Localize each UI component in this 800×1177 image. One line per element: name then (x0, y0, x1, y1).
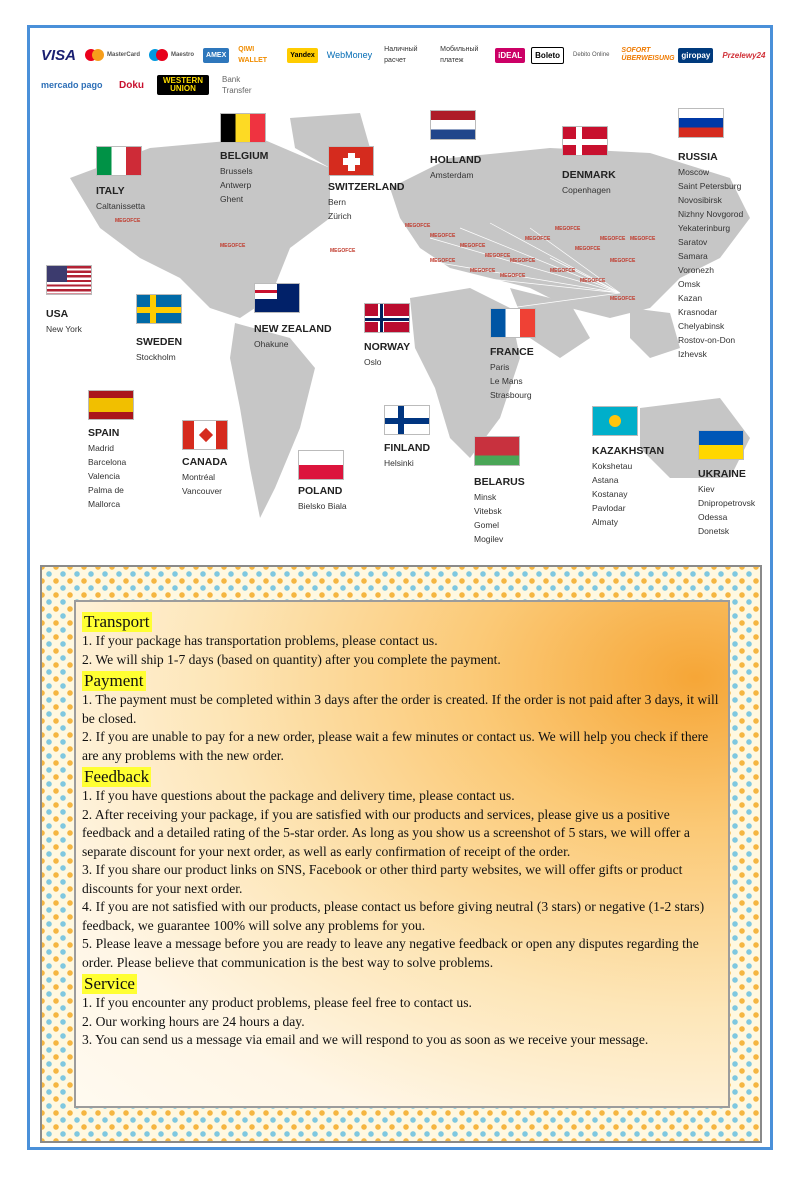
city-name: Ohakune (254, 339, 289, 349)
city-name: Copenhagen (562, 185, 611, 195)
section-title-service: Service (84, 974, 135, 993)
sofort-logo: SOFORT ÜBERWEISUNG (621, 47, 675, 62)
payment-logos-row-1 (38, 42, 768, 68)
norway-city-list (364, 355, 381, 369)
megofce-marker: MEGOFCE (405, 223, 431, 229)
city-name: Odessa (698, 512, 728, 522)
city-name: Omsk (678, 279, 701, 289)
newzealand-flag-icon (254, 283, 300, 313)
mercadopago-logo: mercado pago (41, 79, 103, 90)
city-name: Voronezh (678, 265, 714, 275)
section-title-payment: Payment (84, 671, 144, 690)
spain-country-label: SPAIN (88, 427, 120, 439)
belarus-city-list (474, 490, 503, 546)
policy-paragraph: 2. Our working hours are 24 hours a day. (82, 1013, 305, 1029)
ukraine-city-list (698, 482, 755, 538)
megofce-marker: MEGOFCE (630, 236, 656, 242)
city-name: Minsk (474, 492, 497, 502)
italy-country-label: ITALY (96, 185, 125, 197)
megofce-marker: MEGOFCE (525, 236, 551, 242)
city-name: Krasnodar (678, 307, 718, 317)
policy-paragraph: 1. The payment must be completed within 3 days after the order is created. If the order is not paid after 3 days, it will be closed. (82, 692, 719, 726)
world-map (30, 108, 770, 560)
belgium-flag-icon (220, 113, 266, 143)
poland-country-label: POLAND (298, 485, 343, 497)
denmark-country-label: DENMARK (562, 169, 616, 181)
italy-flag-icon (96, 146, 142, 176)
city-name: Saratov (678, 237, 708, 247)
city-name: Donetsk (698, 526, 730, 536)
city-name: Helsinki (384, 458, 414, 468)
city-name: Vancouver (182, 486, 223, 496)
holland-city-list (430, 168, 473, 182)
city-name: Kokshetau (592, 461, 633, 471)
city-name: Oslo (364, 357, 382, 367)
city-name: Amsterdam (430, 170, 474, 180)
city-name: Dnipropetrovsk (698, 498, 756, 508)
denmark-city-list (562, 183, 611, 197)
france-flag-icon (490, 308, 536, 338)
belarus-country-label: BELARUS (474, 476, 525, 488)
giropay-logo: giropay (678, 48, 713, 63)
policy-paragraph: 1. If your package has transportation problems, please contact us. (82, 633, 438, 648)
city-name: Chelyabinsk (678, 321, 725, 331)
holland-country-label: HOLLAND (430, 154, 482, 166)
megofce-marker: MEGOFCE (115, 218, 141, 224)
norway-country-label: NORWAY (364, 341, 411, 353)
finland-flag-icon (384, 405, 430, 435)
section-heading (82, 765, 722, 787)
megofce-marker: MEGOFCE (470, 268, 496, 274)
qiwi-logo: QIWI WALLET (238, 46, 268, 64)
belarus-flag-icon (474, 436, 520, 466)
city-name: Antwerp (220, 180, 252, 190)
megofce-marker: MEGOFCE (600, 236, 626, 242)
visa-logo: VISA (41, 46, 77, 64)
megofce-marker: MEGOFCE (430, 233, 456, 239)
city-name: Palma de (88, 485, 124, 495)
city-name: Paris (490, 362, 510, 372)
policy-paragraph: 1. If you encounter any product problems, please feel free to contact us. (82, 995, 472, 1010)
megofce-marker: MEGOFCE (580, 278, 606, 284)
city-name: Novosibirsk (678, 195, 722, 205)
city-name: Kiev (698, 484, 715, 494)
policy-paragraph: 2. If you are unable to pay for a new order, please wait a few minutes or contact us. We will help you check if there are any problems with the new order. (82, 729, 709, 763)
switzerland-flag-icon (328, 146, 374, 176)
city-name: Valencia (88, 471, 120, 481)
canada-flag-icon (182, 420, 228, 450)
kazakhstan-city-list (592, 459, 632, 529)
ukraine-flag-icon (698, 430, 744, 460)
cash-payment-logo: Наличный расчет (384, 46, 418, 64)
boleto-logo: Boleto (531, 47, 564, 64)
policy-panel (74, 600, 730, 1108)
holland-flag-icon (430, 110, 476, 140)
city-name: Vitebsk (474, 506, 502, 516)
amex-logo: AMEX (203, 48, 229, 63)
norway-flag-icon (364, 303, 410, 333)
policy-paragraph: 2. We will ship 1-7 days (based on quantity) after you complete the payment. (82, 651, 501, 667)
city-name: Caltanissetta (96, 201, 146, 211)
megofce-marker: MEGOFCE (430, 258, 456, 264)
city-name: Moscow (678, 167, 710, 177)
city-name: Astana (592, 475, 619, 485)
megofce-marker: MEGOFCE (485, 253, 511, 259)
western-union-logo: WESTERN UNION (157, 75, 209, 95)
megofce-marker: MEGOFCE (550, 268, 576, 274)
switzerland-country-label: SWITZERLAND (328, 181, 405, 193)
store-policy-board (40, 565, 762, 1143)
city-name: Mallorca (88, 499, 121, 509)
payment-logos-row-2 (38, 72, 269, 98)
megofce-marker: MEGOFCE (500, 273, 526, 279)
mobile-payment-logo: Мобильный платеж (440, 46, 479, 64)
policy-paragraph: 3. If you share our product links on SNS, Facebook or other third party websites, we will offer gifts or product discounts for your next order. (82, 862, 683, 896)
city-name: Bielsko Biala (298, 501, 347, 511)
city-name: Gomel (474, 520, 500, 530)
section-heading (82, 610, 722, 632)
megofce-marker: MEGOFCE (610, 296, 636, 302)
webmoney-logo: WebMoney (326, 49, 373, 60)
megofce-marker: MEGOFCE (555, 226, 581, 232)
russia-country-label: RUSSIA (678, 151, 718, 163)
city-name: Madrid (88, 443, 114, 453)
usa-country-label: USA (46, 308, 69, 320)
switzerland-city-list (328, 195, 352, 223)
megofce-marker: MEGOFCE (610, 258, 636, 264)
city-name: Kostanay (592, 489, 628, 499)
city-name: Barcelona (88, 457, 127, 467)
france-country-label: FRANCE (490, 346, 534, 358)
city-name: Yekaterinburg (678, 223, 731, 233)
city-name: Nizhny Novgorod (678, 209, 744, 219)
city-name: Montréal (182, 472, 216, 482)
poland-flag-icon (298, 450, 344, 480)
policy-paragraph: 2. After receiving your package, if you are satisfied with our products and services, please give us a positive feedback and a detailed rating of the 5-star order. As long as you show us a screenshot of 5 stars, we will offer a separate discount for your next order, as well as early confirmation of receipt of the order. (82, 806, 690, 859)
city-name: Stockholm (136, 352, 176, 362)
city-name: Zürich (328, 211, 352, 221)
denmark-flag-icon (562, 126, 608, 156)
usa-flag-icon (46, 265, 92, 295)
yandex-logo: Yandex (287, 48, 318, 63)
city-name: Samara (678, 251, 708, 261)
belgium-country-label: BELGIUM (220, 150, 269, 162)
przelewy24-logo: Przelewy24 (722, 50, 766, 60)
city-name: Bern (328, 197, 346, 207)
city-name: Saint Petersburg (678, 181, 742, 191)
finland-country-label: FINLAND (384, 442, 431, 454)
city-name: Le Mans (490, 376, 523, 386)
spain-flag-icon (88, 390, 134, 420)
poland-city-list (298, 499, 347, 513)
maestro-logo: Maestro (149, 48, 197, 63)
bank-transfer-logo: Bank Transfer (222, 75, 252, 95)
city-name: Pavlodar (592, 503, 626, 513)
russia-flag-icon (678, 108, 724, 138)
megofce-marker: MEGOFCE (575, 246, 601, 252)
city-name: Izhevsk (678, 349, 707, 359)
belgium-city-list (220, 164, 253, 206)
usa-city-list (46, 322, 82, 336)
city-name: New York (46, 324, 82, 334)
section-title-transport: Transport (84, 612, 150, 631)
ideal-logo: iDEAL (495, 48, 525, 63)
policy-paragraph: 3. You can send us a message via email and we will respond to you as soon as we receive your message. (82, 1032, 649, 1047)
section-heading (82, 669, 722, 691)
city-name: Almaty (592, 517, 618, 527)
kazakhstan-country-label: KAZAKHSTAN (592, 445, 665, 457)
city-name: Mogilev (474, 534, 504, 544)
france-city-list (490, 360, 532, 402)
megofce-marker: MEGOFCE (330, 248, 356, 254)
spain-city-list (88, 441, 126, 511)
city-name: Strasbourg (490, 390, 532, 400)
sweden-country-label: SWEDEN (136, 336, 183, 348)
page-frame (27, 25, 773, 1150)
italy-city-list (96, 199, 145, 213)
city-name: Kazan (678, 293, 703, 303)
city-name: Ghent (220, 194, 244, 204)
city-name: Rostov-on-Don (678, 335, 736, 345)
mastercard-logo: MasterCard (85, 48, 143, 63)
policy-paragraph: 1. If you have questions about the package and delivery time, please contact us. (82, 788, 515, 803)
sweden-flag-icon (136, 294, 182, 324)
section-title-feedback: Feedback (84, 767, 150, 786)
policy-paragraph: 5. Please leave a message before you are ready to leave any negative feedback or open any disputes regarding the order. Please believe that communication is the best way to solve problems. (82, 936, 699, 970)
kazakhstan-flag-icon (592, 406, 638, 436)
russia-city-list (678, 165, 743, 361)
finland-city-list (384, 456, 414, 470)
policy-paragraph: 4. If you are not satisfied with our products, please contact us before giving neutral (3 stars) or negative (1-2 stars) feedback, we guarantee 100% will solve any problems for you. (82, 899, 705, 933)
debito-online-logo: Debito Online (573, 51, 610, 58)
doku-logo: Doku (119, 79, 144, 91)
canada-country-label: CANADA (182, 456, 228, 468)
newzealand-country-label: NEW ZEALAND (254, 323, 332, 335)
section-heading (82, 972, 722, 994)
canada-city-list (182, 470, 222, 498)
city-name: Brussels (220, 166, 253, 176)
sweden-city-list (136, 350, 176, 364)
megofce-marker: MEGOFCE (510, 258, 536, 264)
ukraine-country-label: UKRAINE (698, 468, 746, 480)
newzealand-city-list (254, 337, 289, 351)
megofce-marker: MEGOFCE (220, 243, 246, 249)
megofce-marker: MEGOFCE (460, 243, 486, 249)
